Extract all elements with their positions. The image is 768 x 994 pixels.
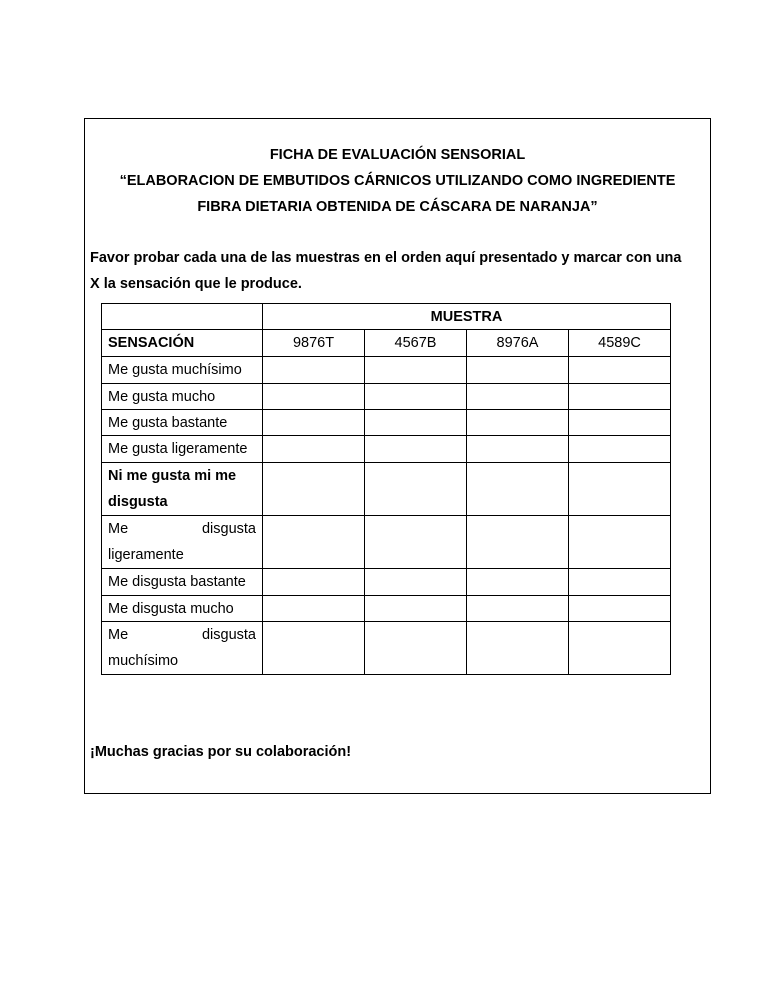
- table-row: [102, 384, 671, 410]
- sample-group-header: MUESTRA: [263, 304, 671, 330]
- mark-cell[interactable]: [365, 569, 467, 596]
- sensation-label: Me gusta ligeramente: [102, 436, 263, 463]
- sensory-evaluation-table: [101, 303, 671, 675]
- mark-cell[interactable]: [263, 384, 365, 410]
- sample-header-2: 4567B: [365, 330, 467, 357]
- mark-cell[interactable]: [569, 410, 671, 436]
- instructions-line-2: X la sensación que le produce.: [90, 276, 302, 292]
- sensation-column-header: SENSACIÓN: [102, 330, 263, 357]
- sensation-label: Me gusta muchísimo: [102, 357, 263, 384]
- mark-cell[interactable]: [365, 463, 467, 516]
- sensation-label: Me gusta bastante: [102, 410, 263, 436]
- sample-header-1: 9876T: [263, 330, 365, 357]
- sensation-label: Me gusta mucho: [102, 384, 263, 410]
- mark-cell[interactable]: [467, 596, 569, 622]
- sensation-label-word: disgusta: [201, 521, 256, 537]
- mark-cell[interactable]: [263, 463, 365, 516]
- mark-cell[interactable]: [263, 516, 365, 569]
- table-row: [102, 436, 671, 463]
- instructions-line-1: Favor probar cada una de las muestras en el orden aquí presentado y marcar con una: [90, 250, 682, 266]
- empty-header-cell: [102, 304, 263, 330]
- table-row: [102, 622, 671, 675]
- mark-cell[interactable]: [365, 596, 467, 622]
- mark-cell[interactable]: [365, 410, 467, 436]
- mark-cell[interactable]: [263, 569, 365, 596]
- table-header-row: [102, 330, 671, 357]
- mark-cell[interactable]: [569, 357, 671, 384]
- sample-header-3: 8976A: [467, 330, 569, 357]
- mark-cell[interactable]: [569, 384, 671, 410]
- mark-cell[interactable]: [263, 436, 365, 463]
- thanks-message: ¡Muchas gracias por su colaboración!: [90, 744, 352, 760]
- sensation-label-word: disgusta: [201, 627, 256, 643]
- sample-header-4: 4589C: [569, 330, 671, 357]
- mark-cell[interactable]: [263, 622, 365, 675]
- mark-cell[interactable]: [365, 436, 467, 463]
- mark-cell[interactable]: [467, 622, 569, 675]
- sensation-label-line-2: muchísimo: [108, 653, 179, 669]
- mark-cell[interactable]: [467, 357, 569, 384]
- form-title: FICHA DE EVALUACIÓN SENSORIAL: [269, 147, 526, 163]
- mark-cell[interactable]: [467, 516, 569, 569]
- mark-cell[interactable]: [467, 436, 569, 463]
- sensation-label: [102, 516, 263, 569]
- mark-cell[interactable]: [569, 436, 671, 463]
- sensation-label-line-1: [108, 622, 256, 648]
- form-subtitle-line-2: FIBRA DIETARIA OBTENIDA DE CÁSCARA DE NARANJA”: [197, 199, 598, 215]
- mark-cell[interactable]: [569, 463, 671, 516]
- mark-cell[interactable]: [569, 516, 671, 569]
- mark-cell[interactable]: [569, 596, 671, 622]
- form-subtitle-line-1: “ELABORACION DE EMBUTIDOS CÁRNICOS UTILIZANDO COMO INGREDIENTE: [119, 173, 676, 189]
- mark-cell[interactable]: [365, 622, 467, 675]
- table-group-header-row: [102, 304, 671, 330]
- mark-cell[interactable]: [365, 384, 467, 410]
- sensation-label-line-1: [108, 463, 256, 489]
- sensation-label-text: Ni me gusta mi me: [108, 468, 237, 484]
- table-row: [102, 516, 671, 569]
- mark-cell[interactable]: [569, 569, 671, 596]
- mark-cell[interactable]: [467, 384, 569, 410]
- table-row: [102, 596, 671, 622]
- mark-cell[interactable]: [365, 357, 467, 384]
- mark-cell[interactable]: [467, 463, 569, 516]
- sensation-label-line-1: [108, 516, 256, 542]
- sensation-label-word: Me: [108, 627, 129, 643]
- table-row: [102, 357, 671, 384]
- sensation-label-line-2: ligeramente: [108, 547, 184, 563]
- table-row: [102, 463, 671, 516]
- sensation-label-word: Me: [108, 521, 129, 537]
- mark-cell[interactable]: [263, 357, 365, 384]
- table-row: [102, 410, 671, 436]
- sensation-label: Me disgusta mucho: [102, 596, 263, 622]
- sensation-label: [102, 622, 263, 675]
- sensation-label: [102, 463, 263, 516]
- mark-cell[interactable]: [365, 516, 467, 569]
- mark-cell[interactable]: [263, 596, 365, 622]
- evaluation-form: [84, 118, 711, 794]
- sensation-label-line-2: disgusta: [108, 494, 168, 510]
- mark-cell[interactable]: [467, 569, 569, 596]
- table-row: [102, 569, 671, 596]
- sensation-label: Me disgusta bastante: [102, 569, 263, 596]
- mark-cell[interactable]: [263, 410, 365, 436]
- mark-cell[interactable]: [569, 622, 671, 675]
- mark-cell[interactable]: [467, 410, 569, 436]
